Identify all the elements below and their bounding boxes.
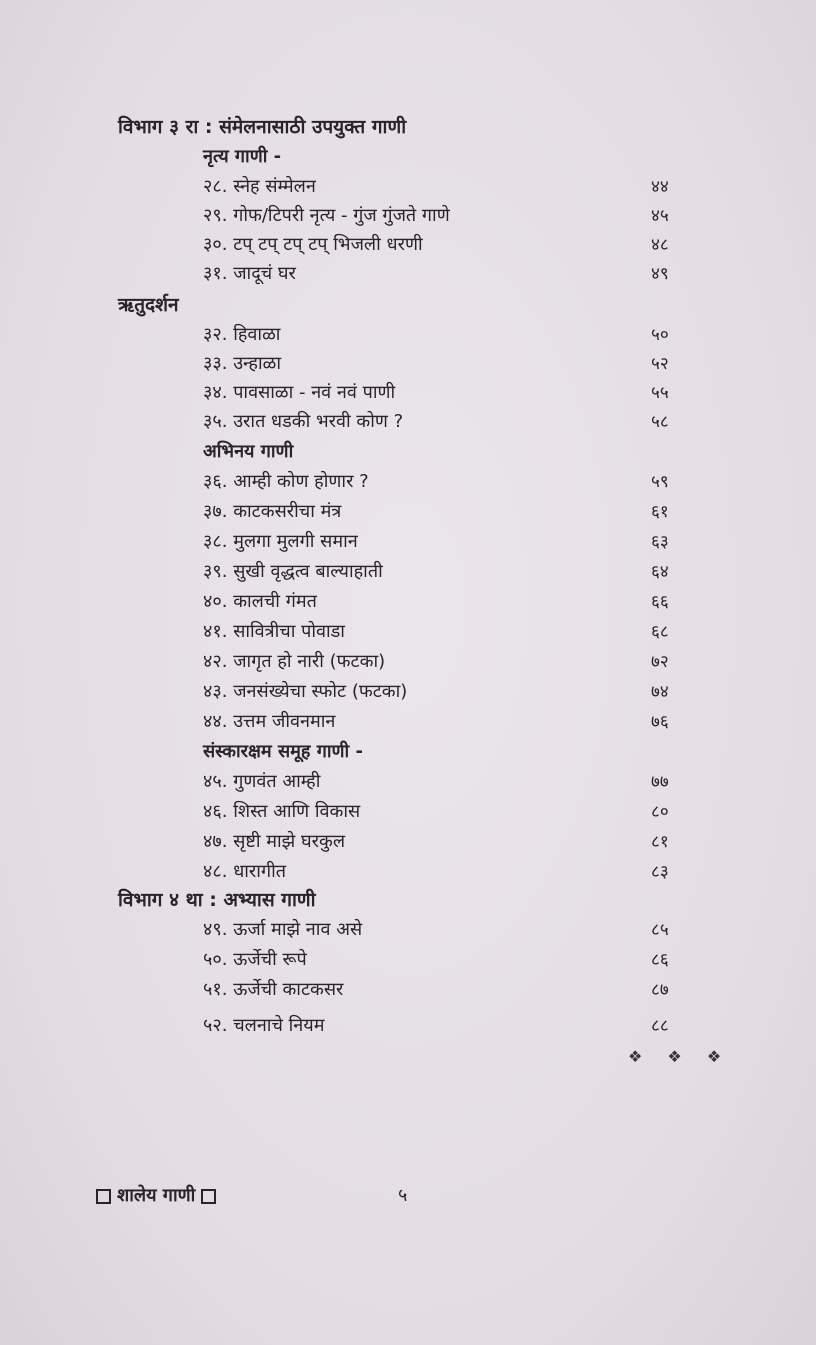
entry-page: ६१ bbox=[651, 502, 669, 522]
entry-title: मुलगा मुलगी समान bbox=[233, 531, 358, 552]
entry-number: ३९. bbox=[203, 561, 228, 582]
entry-page: ७७ bbox=[651, 772, 669, 792]
entry-page: ६८ bbox=[651, 622, 669, 642]
toc-entry bbox=[203, 677, 703, 707]
entry-title: धारागीत bbox=[233, 861, 286, 882]
entry-number: ५२. bbox=[203, 1015, 228, 1036]
entry-page: ८० bbox=[651, 802, 669, 822]
entry-number: ५१. bbox=[203, 979, 228, 1000]
toc-entry bbox=[203, 467, 703, 497]
entry-number: ४४. bbox=[203, 711, 228, 732]
entry-number: ३०. bbox=[203, 234, 228, 255]
toc-entry bbox=[203, 172, 703, 202]
toc-entry bbox=[203, 617, 703, 647]
entry-number: ४९. bbox=[203, 919, 228, 940]
entry-title: जादूचं घर bbox=[233, 263, 296, 284]
square-icon bbox=[201, 1189, 216, 1204]
book-title: शालेय गाणी bbox=[117, 1185, 196, 1206]
entry-title: आम्ही कोण होणार ? bbox=[233, 471, 369, 492]
entry-page: ५९ bbox=[651, 472, 669, 492]
entry-title: ऊर्जेची रूपे bbox=[233, 949, 307, 970]
entry-page: ८५ bbox=[651, 920, 669, 940]
toc-entry bbox=[203, 259, 703, 289]
entry-page: ८८ bbox=[651, 1016, 669, 1036]
entry-page: ८६ bbox=[651, 950, 669, 970]
entry-title: ऊर्जेची काटकसर bbox=[233, 979, 344, 1000]
toc-entry bbox=[203, 497, 703, 527]
toc-entry bbox=[203, 378, 703, 408]
entry-title: जागृत हो नारी (फटका) bbox=[233, 651, 386, 672]
entry-title: सृष्टी माझे घरकुल bbox=[233, 831, 346, 852]
toc-entry bbox=[203, 707, 703, 737]
group-title-acting-songs: अभिनय गाणी bbox=[203, 441, 294, 462]
entry-title: गोफ/टिपरी नृत्य - गुंज गुंजते गाणे bbox=[233, 205, 450, 226]
entry-title: सावित्रीचा पोवाडा bbox=[233, 621, 345, 642]
entry-page: ४४ bbox=[651, 177, 669, 197]
entry-title: उरात धडकी भरवी कोण ? bbox=[233, 411, 404, 432]
entry-number: ४३. bbox=[203, 681, 228, 702]
entry-number: ५०. bbox=[203, 949, 228, 970]
section-end-ornament: ❖ ❖ ❖ bbox=[628, 1047, 732, 1066]
entry-page: ८३ bbox=[651, 862, 669, 882]
entry-number: ३४. bbox=[203, 382, 228, 403]
toc-entry bbox=[203, 1011, 703, 1041]
toc-entry bbox=[203, 827, 703, 857]
toc-entry bbox=[203, 857, 703, 887]
toc-entry bbox=[203, 945, 703, 975]
entry-number: ४५. bbox=[203, 771, 228, 792]
entry-page: ५२ bbox=[651, 354, 669, 374]
entry-page: ६६ bbox=[651, 592, 669, 612]
toc-entry bbox=[203, 647, 703, 677]
entry-page: ७४ bbox=[651, 682, 669, 702]
entry-page: ४९ bbox=[651, 264, 669, 284]
toc-entry bbox=[203, 527, 703, 557]
entry-number: ४०. bbox=[203, 591, 228, 612]
entry-title: गुणवंत आम्ही bbox=[233, 771, 321, 792]
entry-title: काटकसरीचा मंत्र bbox=[233, 501, 342, 522]
group-title-seasons: ऋतुदर्शन bbox=[118, 294, 179, 316]
entry-number: ४२. bbox=[203, 651, 228, 672]
entry-title: ऊर्जा माझे नाव असे bbox=[233, 919, 363, 940]
toc-entry bbox=[203, 975, 703, 1005]
entry-number: ४१. bbox=[203, 621, 228, 642]
entry-title: शिस्त आणि विकास bbox=[233, 801, 361, 822]
entry-number: ४७. bbox=[203, 831, 228, 852]
toc-entry bbox=[203, 349, 703, 379]
entry-page: ८७ bbox=[651, 980, 669, 1000]
toc-entry bbox=[203, 915, 703, 945]
group-title-dance-songs: नृत्य गाणी - bbox=[203, 146, 282, 167]
entry-page: ४८ bbox=[651, 235, 669, 255]
entry-title: जनसंख्येचा स्फोट (फटका) bbox=[233, 681, 408, 702]
toc-entry bbox=[203, 797, 703, 827]
entry-page: ५८ bbox=[651, 412, 669, 432]
entry-page: ५५ bbox=[651, 383, 669, 403]
entry-page: ५० bbox=[651, 325, 669, 345]
toc-entry bbox=[203, 557, 703, 587]
entry-number: ३७. bbox=[203, 501, 228, 522]
entry-page: ८१ bbox=[651, 832, 669, 852]
toc-entry bbox=[203, 230, 703, 260]
toc-entry bbox=[203, 320, 703, 350]
entry-number: ४६. bbox=[203, 801, 228, 822]
entry-number: ३५. bbox=[203, 411, 228, 432]
entry-number: २९. bbox=[203, 205, 228, 226]
entry-number: ३२. bbox=[203, 324, 228, 345]
entry-number: ३३. bbox=[203, 353, 228, 374]
square-icon bbox=[96, 1189, 111, 1204]
entry-number: ३१. bbox=[203, 263, 228, 284]
entry-title: उन्हाळा bbox=[233, 353, 281, 374]
running-footer-title bbox=[90, 1183, 222, 1207]
group-title-group-songs: संस्कारक्षम समूह गाणी - bbox=[203, 741, 363, 762]
toc-entry bbox=[203, 407, 703, 437]
entry-title: पावसाळा - नवं नवं पाणी bbox=[233, 382, 396, 403]
entry-page: ६३ bbox=[651, 532, 669, 552]
entry-title: हिवाळा bbox=[233, 324, 281, 345]
entry-title: कालची गंमत bbox=[233, 591, 317, 612]
entry-page: ६४ bbox=[651, 562, 669, 582]
entry-title: उत्तम जीवनमान bbox=[233, 711, 336, 732]
toc-entry bbox=[203, 767, 703, 797]
entry-title: टप् टप् टप् टप् भिजली धरणी bbox=[233, 234, 423, 255]
entry-number: ३६. bbox=[203, 471, 228, 492]
section-heading-3: विभाग ३ रा : संमेलनासाठी उपयुक्त गाणी bbox=[118, 116, 407, 138]
section-heading-4: विभाग ४ था : अभ्यास गाणी bbox=[118, 889, 316, 911]
toc-entry bbox=[203, 587, 703, 617]
page-number: ५ bbox=[398, 1185, 408, 1206]
entry-title: सुखी वृद्धत्व बाल्याहाती bbox=[233, 561, 383, 582]
entry-number: ३८. bbox=[203, 531, 228, 552]
entry-title: स्नेह संम्मेलन bbox=[233, 176, 316, 197]
entry-page: ७६ bbox=[651, 712, 669, 732]
entry-number: २८. bbox=[203, 176, 228, 197]
entry-page: ७२ bbox=[651, 652, 669, 672]
entry-title: चलनाचे नियम bbox=[233, 1015, 325, 1036]
entry-number: ४८. bbox=[203, 861, 228, 882]
toc-entry bbox=[203, 201, 703, 231]
entry-page: ४५ bbox=[651, 206, 669, 226]
